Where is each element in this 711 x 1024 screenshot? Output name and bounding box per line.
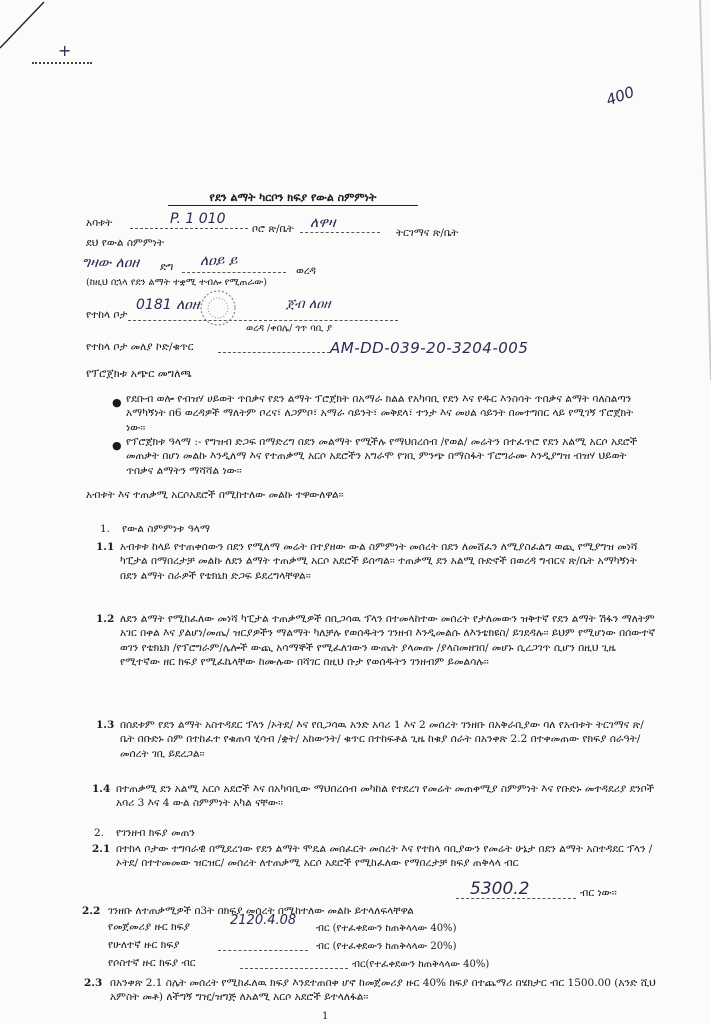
item-2-3: በአንቀጽ 2.1 ስሌት መሰረት የሚከፈለዉ ክፍያ እንደተጠበቀ ሆኖ ከመጀመሪያ ዙር 40% ክፍያ በተጨማሪ በሄክታር ብር 1500.00 (አንድ ሺህ አምስት መቶ) ለችግኝ ግዢ/ዝግጅ ለአልሚ አርሶ አደሮች ይተላለፋል፡፡ — [110, 977, 656, 1004]
bullet-1: የደቡብ ወሎ የብዝሃ ሀይወት ጥበቃና የደን ልማት ፕሮጀክት በአማራ ክልል የአካባቢ የደን እና የዱር እንስሳት ጥበቃና ልማት ባለስልጣን አማካኝነት በ6 ወረዳዎች ማለትም ቦረና፣ ለጋምቦ፣ አማራ ሳይንት፣ መቅደላ፣ ተንታ እና መሀል ሳይንት በመተግበር ላይ የሚገኝ ፕሮጀክት ነው፡፡ — [126, 393, 634, 434]
house-no-value: ለዋዛ — [310, 215, 336, 231]
party-note: (ከዚህ በኋላ የደን ልማት ተቋሚ ተብሎ የሚጠራው) — [86, 277, 268, 288]
signer-name: ግዛው ለዐዘ — [82, 255, 139, 271]
party-label: ደህ የውል ስምምነት — [86, 237, 164, 249]
applicant-label: አባቱት — [86, 217, 113, 229]
item-2-2-intro: ገንዘቡ ለተጠቃሚዎች በ3ት በክፍያ መሰረት በሚከተለው መልኩ ይተላለፍላቸዋል — [108, 905, 414, 917]
woreda-sub-label: ወረዳ /ቀበሌ/ ጎጥ ባቢ ያ — [246, 323, 332, 334]
page-number: 1 — [322, 1011, 329, 1022]
ref-value: AM-DD-039-20-3204-005 — [330, 339, 529, 357]
section-2-heading: የገንዘብ ክፍያ መጠን — [116, 827, 195, 839]
applicant-value: P. 1 010 — [170, 211, 226, 227]
item-1-3: በሰደቱም የደን ልማት አስተዳደር ፕላን /ኦትደ/ እና የቢጋሳዉ አንድ አባሪ 1 እና 2 መሰረት ገንዘቡ በአቅራቢያው ባለ የአብቱት ትርገማና ጽ/ቤት በቡድኑ ስም በተከፈተ የቁጠባ ሂሳብ /ቋት/ አከውንት/ ቁጥር በተከፍቶል ጊዜ ከቁያ ሰራት በአንቀጽ 2.2 በተቀመጠው የክፍያ ሰራዓት/ መሰረት ገቢ ይደረጋል፡፡ — [120, 719, 644, 760]
item-1-1: አብቱቱ ከላይ የተጠቀሰውን በደን የሚለማ መሬት በተያዘው ውል ስምምነት መሰረት በደን ለመሸፈን ለሚያስፈልግ ወጪ የሚያግዝ መነሻ ካፒታል በማበረታቻ መልኩ ለደን ልማት ተጠቃሚ አርሶ አደሮች ይሰጣል፡፡ ተጠቃሚ ደን አልሚ ቡድኖች በወረዳ ግብርና ጽ/ቤት አማካኝነት በደን ልማት ስራዎች የቴክኒክ ድጋፍ ይደረግላቸዋል፡፡ — [120, 541, 638, 582]
woreda-label: ወረዳ — [296, 265, 316, 277]
second-payment-label: የሁለተኛ ዙር ክፍያ — [108, 939, 180, 951]
section-2-number: 2. — [94, 827, 105, 839]
intro-text: አብቱት እና ተጠቃሚ አርሶአደሮች በሚከተለው መልኩ ተዋውለዋል፡፡ — [86, 489, 344, 501]
first-payment-label: የመጀመሪያ ዙር ክፍያ — [108, 921, 190, 933]
corner-scribble — [32, 62, 92, 64]
second-payment-line — [218, 950, 308, 951]
item-1-2: ለደን ልማት የሚከፈለው መነሻ ካፒታል ተጠቃሚዎች በቢጋሳዉ ፕላን በተመላከተው መሰረት የታለመውን ዝቅተኛ የደን ልማት ሽፋን ማለትም አገር በቀል እና ያልሆነ/መጤ/ ዝርያዎችን ማልማት ካለቻሉ የወሰዱትን ገንዘብ እንዲመልሱ ለእንቴክዩስ/ ይገደዳሉ፡፡ ይህም የሚሆነው በሰውተኛ ወገን የቴክኒክ /የፕሮግራም/ሌሎች ውጪ አሳማኞች የሚፈለገውን ውጤት ያላመጡ /ያላስመዘገበ/ መሆኑ ሲረጋገጥ ሲሆን በዚህ ጊዜ የሚተኛው ዘር ክፍያ የሚፈኬላቸው ከሙሉው በሻገር በዚህ ቡታ የወሰዱትን ገንዘብም ይመልሳሉ፡፡ — [120, 613, 656, 669]
ref-line — [218, 352, 330, 353]
section-title: የፕሮጀክቱ አጭር መግለጫ — [86, 367, 192, 380]
bullet-icon: ● — [112, 439, 122, 452]
ink-stamp-icon — [196, 288, 240, 328]
bullet-icon: ● — [112, 396, 122, 409]
phone-label: የተከላ ቦታ — [86, 309, 128, 321]
corner-mark: + — [58, 41, 72, 60]
third-payment-line — [240, 968, 348, 969]
item-number: 1.3 — [96, 719, 115, 731]
phone-line — [128, 320, 398, 321]
section-1-number: 1. — [100, 523, 111, 535]
item-number: 1.1 — [96, 541, 115, 553]
item-number: 1.4 — [92, 783, 111, 795]
item-2-1: በተከላ ቦታው ተግባራዊ በሚደረገው የደን ልማት ሞዴል መሰፈርት መሰረት እና የተከላ ባቢያውን የመሬት ሁኔታ በደን ልማት አስተዳደር ፕላን /ኦትደ/ በተተመመው ዝርዝር/ መሰረት ለተጠቃሚ አርሶ አደሮች የሚከፈለው የማበረታቻ ክፍያ ጠቅላላ ብር — [116, 843, 653, 870]
third-payment-note: ብር(የተፈቀደውን ከጠቅላላው 40%) — [352, 959, 490, 970]
item-number: 2.2 — [82, 905, 101, 917]
document-title: የደን ልማት ካርቦን ክፍያ የውል ስምምነት — [168, 190, 418, 206]
second-payment-note: ብር (የተፈቀደውን ከጠቅላላው 20%) — [316, 941, 457, 952]
phone-value: 0181 ለዐዘ — [136, 297, 200, 313]
house-no-label: ቦሮ ጽ/ቤት — [252, 223, 294, 235]
signer-line — [182, 272, 286, 273]
item-number: 2.3 — [84, 977, 103, 989]
third-payment-label: የሶስተኛ ዙር ክፍያ ብር — [108, 957, 196, 969]
item-number: 2.1 — [92, 843, 111, 855]
total-amount: 5300.2 — [470, 879, 530, 899]
signer-value: ለዐይ ይ — [200, 253, 238, 269]
signer-label: ድግ — [160, 261, 174, 273]
page-ref-handwritten: 400 — [603, 82, 637, 110]
first-payment-note: ብር (የተፈቀደውን ከጠቅላላው 40%) — [316, 923, 457, 934]
phone-extra: ጀብ ለዐዘ — [286, 297, 331, 312]
total-unit: ብር ነው፡፡ — [580, 887, 617, 899]
section-1-heading: የውል ስምምነቱ ዓላማ — [122, 523, 210, 535]
bullet-2: የፕሮጀክቱ ዓላማ :- የግዝብ ድጋፍ በማድረግ በደን መልማት የሚችሉ የማህበረሰብ /የወል/ መሬትን በተፈጥሮ የደን አልሚ አርሶ አደሮች መጠቃት በሆነ መልኩ እንዲለማ እና የተጠቃሚ አርሶ አደሮችን አግራሞ የገቢ ምንጭ በማስፋት ፕሮግራሙ እንዲያግዝ ብዝሃ ህይወት ጥበቃና ልማትን ማሻሻል ነው፡፡ — [126, 436, 638, 477]
item-1-4: በተጠቃሚ ደን አልሚ አርሶ አደሮች እና በአካባቢው ማህበረሰብ መካከል የተደረገ የመሬት መጠቀሚያ ስምምነት እና የቡድኑ መተዳደሪያ ደንቦች አባሪ 3 እና 4 ውል ስምምነት አካል ናቸው፡፡ — [116, 783, 655, 810]
item-number: 1.2 — [96, 613, 115, 625]
ref-label: የተከላ ቦታ መለያ ኮድ/ቁጥር — [86, 341, 194, 353]
first-payment-value: 2120.4.08 — [230, 913, 297, 928]
reg-label: ትርገማና ጽ/ቤት — [396, 227, 459, 239]
